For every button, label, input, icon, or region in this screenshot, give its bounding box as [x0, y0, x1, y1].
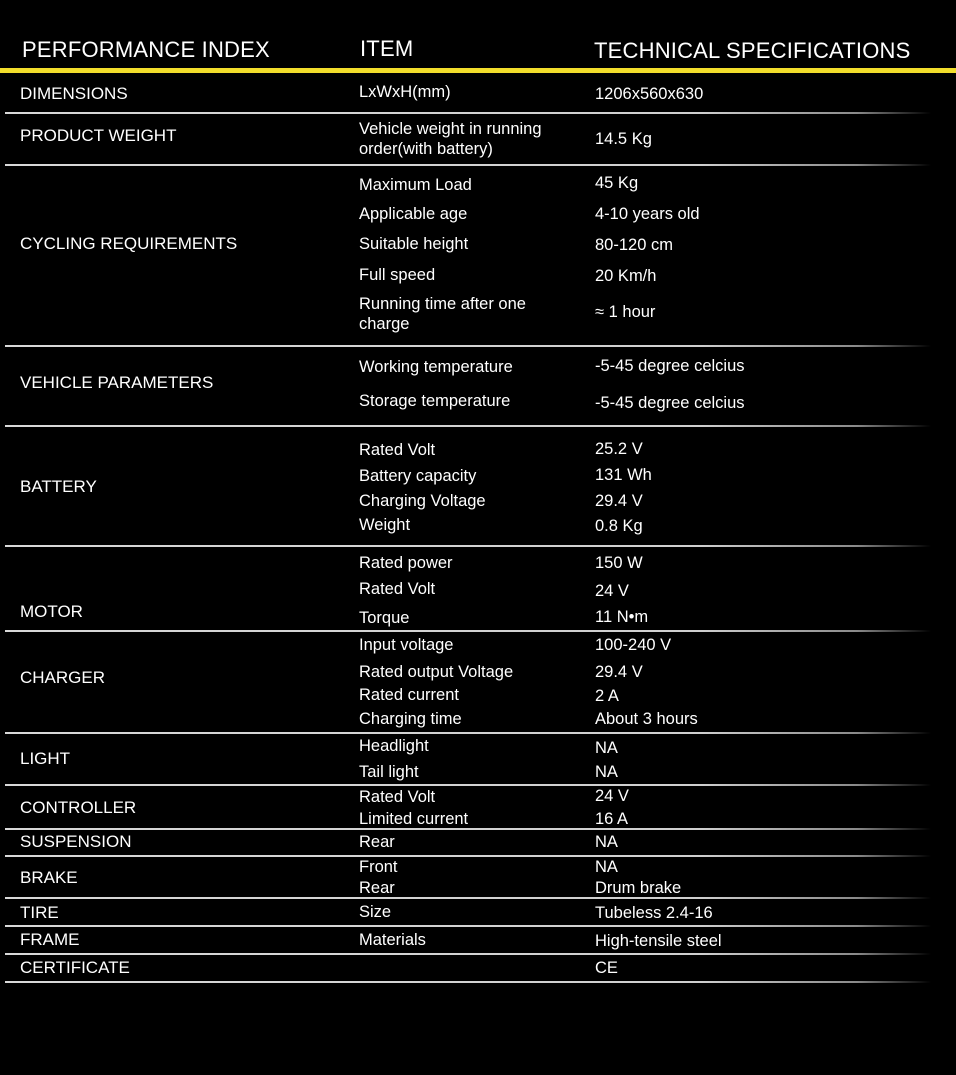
item-battery-capacity: Battery capacity	[359, 467, 477, 485]
item-frame-materials: Materials	[359, 931, 426, 949]
item-rated-current: Rated current	[359, 686, 459, 704]
item-motor-rated-volt: Rated Volt	[359, 580, 436, 598]
item-battery-weight: Weight	[359, 516, 411, 534]
spec-vehicle-weight: 14.5 Kg	[595, 130, 652, 148]
spec-motor-rated-volt: 24 V	[595, 582, 629, 600]
item-full-speed: Full speed	[359, 266, 436, 284]
row-divider	[5, 545, 931, 547]
header-item: ITEM	[360, 36, 414, 61]
spec-brake-rear: Drum brake	[595, 879, 682, 897]
spec-storage-temperature: -5-45 degree celcius	[595, 394, 745, 412]
spec-certificate: CE	[595, 959, 618, 977]
item-rated-power: Rated power	[359, 554, 453, 572]
item-torque: Torque	[359, 609, 410, 627]
item-working-temperature: Working temperature	[359, 358, 513, 376]
row-divider	[5, 953, 931, 955]
spec-suspension-rear: NA	[595, 833, 618, 851]
spec-rated-volt: 25.2 V	[595, 440, 643, 458]
item-dimensions: LxWxH(mm)	[359, 83, 451, 101]
item-applicable-age: Applicable age	[359, 205, 468, 223]
row-divider	[5, 425, 931, 427]
spec-charging-time: About 3 hours	[595, 710, 698, 728]
spec-battery-weight: 0.8 Kg	[595, 517, 643, 535]
row-divider	[5, 828, 931, 830]
item-brake-rear: Rear	[359, 879, 395, 897]
item-vehicle-weight-line2: order(with battery)	[359, 140, 493, 158]
spec-frame-materials: High-tensile steel	[595, 932, 722, 950]
row-divider	[5, 981, 931, 983]
row-divider	[5, 897, 931, 899]
item-charging-voltage: Charging Voltage	[359, 492, 486, 510]
category-light: LIGHT	[20, 749, 71, 768]
category-controller: CONTROLLER	[20, 798, 137, 817]
spec-full-speed: 20 Km/h	[595, 267, 657, 285]
category-vehicle-parameters: VEHICLE PARAMETERS	[20, 373, 214, 392]
item-rated-output-voltage: Rated output Voltage	[359, 663, 514, 681]
item-controller-rated-volt: Rated Volt	[359, 788, 436, 806]
item-brake-front: Front	[359, 858, 398, 876]
item-running-time-line2: charge	[359, 315, 410, 333]
item-storage-temperature: Storage temperature	[359, 392, 511, 410]
category-suspension: SUSPENSION	[20, 832, 132, 851]
category-motor: MOTOR	[20, 602, 83, 621]
category-charger: CHARGER	[20, 668, 106, 687]
item-tail-light: Tail light	[359, 763, 419, 781]
spec-battery-capacity: 131 Wh	[595, 466, 652, 484]
spec-headlight: NA	[595, 739, 618, 757]
item-suitable-height: Suitable height	[359, 235, 469, 253]
spec-tire-size: Tubeless 2.4-16	[595, 904, 713, 922]
row-divider	[5, 345, 931, 347]
spec-applicable-age: 4-10 years old	[595, 205, 700, 223]
spec-charging-voltage: 29.4 V	[595, 492, 643, 510]
row-divider	[5, 164, 931, 166]
category-battery: BATTERY	[20, 477, 97, 496]
spec-rated-power: 150 W	[595, 554, 643, 572]
item-limited-current: Limited current	[359, 810, 469, 828]
spec-maximum-load: 45 Kg	[595, 174, 639, 192]
row-divider	[5, 855, 931, 857]
category-brake: BRAKE	[20, 868, 78, 887]
item-maximum-load: Maximum Load	[359, 176, 472, 194]
row-divider	[5, 112, 931, 114]
spec-tail-light: NA	[595, 763, 618, 781]
row-divider	[5, 732, 931, 734]
row-divider	[5, 784, 931, 786]
spec-running-time: ≈ 1 hour	[595, 303, 656, 321]
row-divider	[5, 630, 931, 632]
spec-working-temperature: -5-45 degree celcius	[595, 357, 745, 375]
header-performance-index: PERFORMANCE INDEX	[22, 37, 270, 62]
table-header	[0, 0, 956, 72]
category-frame: FRAME	[20, 930, 80, 949]
spec-input-voltage: 100-240 V	[595, 636, 672, 654]
item-input-voltage: Input voltage	[359, 636, 454, 654]
item-tire-size: Size	[359, 903, 392, 921]
item-rated-volt: Rated Volt	[359, 441, 436, 459]
spec-rated-current: 2 A	[595, 687, 619, 705]
header-technical-specifications: TECHNICAL SPECIFICATIONS	[594, 38, 911, 63]
category-dimensions: DIMENSIONS	[20, 84, 128, 103]
item-suspension-rear: Rear	[359, 833, 395, 851]
spec-torque: 11 N•m	[595, 608, 649, 626]
row-divider	[5, 925, 931, 927]
spec-rated-output-voltage: 29.4 V	[595, 663, 643, 681]
item-vehicle-weight-line1: Vehicle weight in running	[359, 120, 542, 138]
item-headlight: Headlight	[359, 737, 429, 755]
category-certificate: CERTIFICATE	[20, 958, 130, 977]
header-accent-line	[0, 68, 956, 73]
category-product-weight: PRODUCT WEIGHT	[20, 126, 177, 145]
item-running-time-line1: Running time after one	[359, 295, 526, 313]
spec-dimensions: 1206x560x630	[595, 85, 704, 103]
category-tire: TIRE	[20, 903, 59, 922]
item-charging-time: Charging time	[359, 710, 462, 728]
spec-controller-rated-volt: 24 V	[595, 787, 629, 805]
spec-suitable-height: 80-120 cm	[595, 236, 673, 254]
category-cycling-requirements: CYCLING REQUIREMENTS	[20, 234, 238, 253]
spec-brake-front: NA	[595, 858, 618, 876]
spec-limited-current: 16 A	[595, 810, 629, 828]
